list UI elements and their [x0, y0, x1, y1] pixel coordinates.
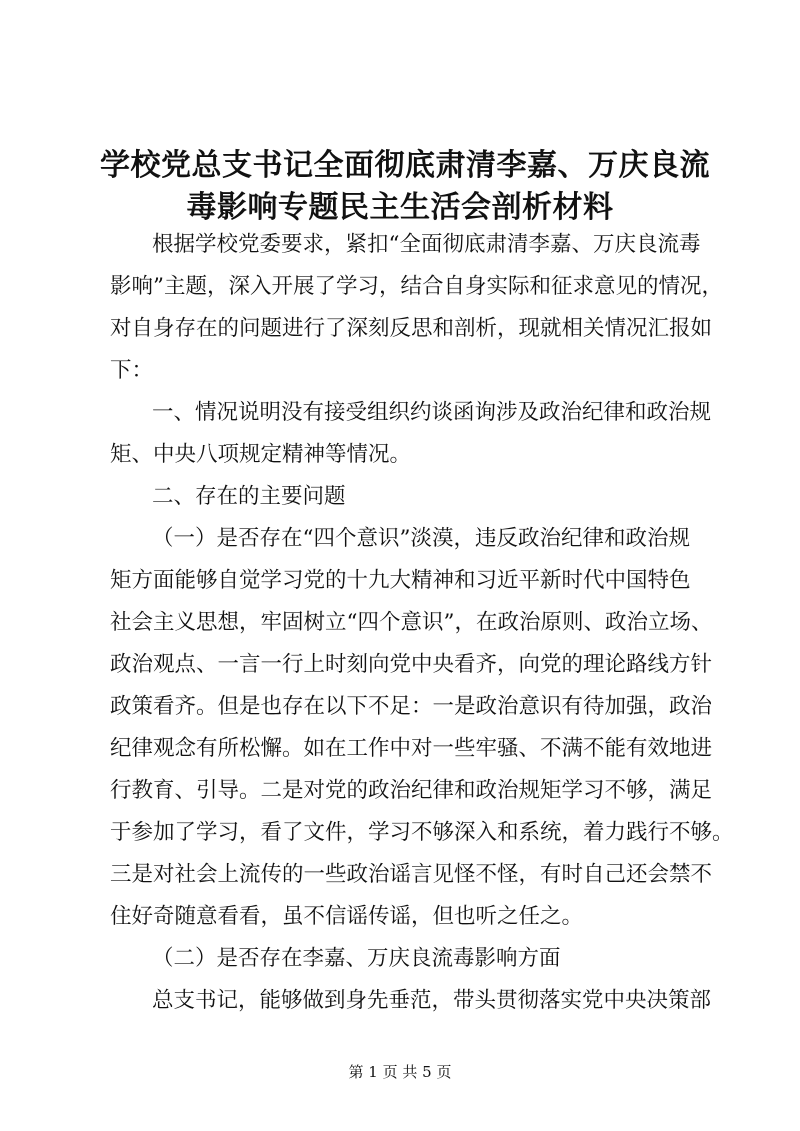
body-line-15: 于参加了学习，看了文件，学习不够深入和系统，着力践行不够。 — [110, 820, 734, 845]
section-heading-2: 二、存在的主要问题 — [152, 484, 346, 509]
page-footer: 第 1 页 共 5 页 — [348, 1063, 452, 1081]
body-line-9: 矩方面能够自觉学习党的十九大精神和习近平新时代中国特色 — [110, 568, 691, 593]
body-line-12: 政策看齐。但是也存在以下不足：一是政治意识有待加强，政治 — [110, 694, 713, 719]
body-line-16: 三是对社会上流传的一些政治谣言见怪不怪，有时自己还会禁不 — [110, 862, 713, 887]
body-line-10: 社会主义思想，牢固树立“四个意识”，在政治原则、政治立场、 — [110, 610, 713, 635]
body-line-1: 根据学校党委要求，紧扣“全面彻底肃清李嘉、万庆良流毒 — [152, 232, 701, 257]
document-title-line-1: 学校党总支书记全面彻底肃清李嘉、万庆良流 — [100, 148, 710, 183]
body-line-3: 对自身存在的问题进行了深刻反思和剖析，现就相关情况汇报如 — [110, 316, 713, 341]
body-line-11: 政治观点、一言一行上时刻向党中央看齐，向党的理论路线方针 — [110, 652, 713, 677]
document-title-line-2: 毒影响专题民主生活会剖析材料 — [186, 190, 614, 225]
body-line-5: 一、情况说明没有接受组织约谈函询涉及政治纪律和政治规 — [152, 400, 712, 425]
body-line-13: 纪律观念有所松懈。如在工作中对一些牢骚、不满不能有效地进 — [110, 736, 713, 761]
body-line-17: 住好奇随意看看，虽不信谣传谣，但也听之任之。 — [110, 904, 584, 929]
body-line-4: 下： — [110, 358, 154, 383]
body-line-19: 总支书记，能够做到身先垂范，带头贯彻落实党中央决策部 — [152, 988, 712, 1013]
body-line-14: 行教育、引导。二是对党的政治纪律和政治规矩学习不够，满足 — [110, 778, 713, 803]
body-line-8: （一）是否存在“四个意识”淡漠，违反政治纪律和政治规 — [152, 526, 690, 551]
body-line-6: 矩、中央八项规定精神等情况。 — [110, 442, 412, 467]
subsection-heading-2: （二）是否存在李嘉、万庆良流毒影响方面 — [152, 946, 561, 971]
body-line-2: 影响”主题，深入开展了学习，结合自身实际和征求意见的情况， — [110, 274, 723, 299]
